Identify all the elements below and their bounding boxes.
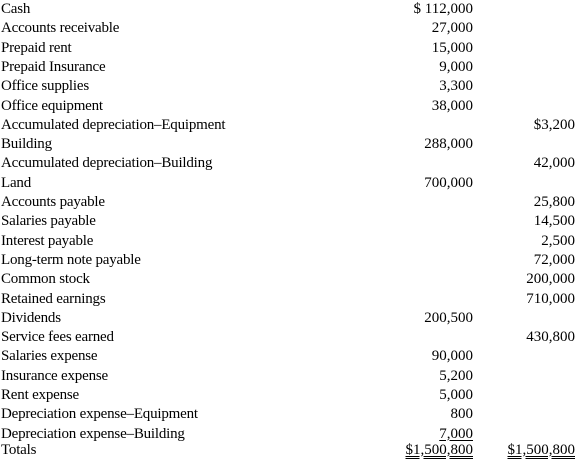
debit-amount: 288,000: [424, 136, 473, 153]
debit-amount: 3,300: [439, 78, 473, 95]
account-name: Rent expense: [1, 387, 79, 403]
credit-amount: 200,000: [526, 271, 575, 288]
table-row: [0, 347, 575, 366]
account-name: Cash: [1, 1, 31, 17]
credit-amount: 42,000: [533, 155, 575, 172]
totals-label: Totals: [1, 441, 37, 458]
account-name: Land: [1, 174, 32, 191]
credit-amount: 2,500: [541, 232, 575, 249]
debit-amount: 700,000: [424, 174, 473, 191]
account-name: Salaries payable: [1, 213, 96, 230]
table-row: [0, 386, 575, 405]
table-row: [0, 405, 575, 424]
account-name: Depreciation expense–Building: [1, 425, 185, 442]
account-name: Dividends: [1, 309, 61, 326]
table-row: [0, 39, 575, 58]
account-name: Accounts payable: [1, 194, 105, 210]
account-name: Building: [1, 136, 52, 153]
debit-total: $1,500,800: [405, 441, 473, 458]
account-name: Prepaid rent: [1, 39, 72, 56]
table-row: [0, 116, 575, 135]
account-name: Accounts receivable: [1, 20, 120, 37]
table-row: [0, 212, 575, 231]
account-name: Service fees earned: [1, 329, 114, 346]
table-row: [0, 97, 575, 116]
table-row: [0, 367, 575, 386]
table-row: [0, 77, 575, 96]
table-row: [0, 193, 575, 212]
account-name: Prepaid Insurance: [1, 58, 106, 75]
debit-amount: 38,000: [431, 97, 473, 114]
account-name: Accumulated depreciation–Building: [1, 155, 213, 172]
account-name: Accumulated depreciation–Equipment: [1, 116, 226, 133]
table-row: [0, 58, 575, 77]
account-name: Interest payable: [1, 232, 94, 249]
debit-amount: 7,000: [439, 425, 473, 442]
account-name: Common stock: [1, 271, 90, 288]
account-name: Office supplies: [1, 78, 89, 95]
table-row: [0, 174, 575, 193]
credit-total: $1,500,800: [507, 441, 575, 458]
account-name: Retained earnings: [1, 290, 106, 307]
credit-amount: 25,800: [533, 194, 575, 210]
table-row: [0, 0, 575, 19]
account-name: Depreciation expense–Equipment: [1, 406, 198, 423]
table-row: [0, 290, 575, 309]
debit-amount: 27,000: [431, 20, 473, 37]
debit-amount: 5,000: [439, 387, 473, 403]
table-row: [0, 154, 575, 173]
account-name: Salaries expense: [1, 348, 98, 365]
debit-amount: 90,000: [431, 348, 473, 365]
debit-amount: 800: [450, 406, 473, 423]
table-row: [0, 19, 575, 38]
credit-amount: 72,000: [533, 251, 575, 268]
debit-amount: 200,500: [424, 309, 473, 326]
table-row: [0, 232, 575, 251]
debit-amount: 15,000: [431, 39, 473, 56]
debit-amount: 9,000: [439, 58, 473, 75]
account-name: Office equipment: [1, 97, 103, 114]
credit-amount: 710,000: [526, 290, 575, 307]
credit-amount: 430,800: [526, 329, 575, 346]
table-row: [0, 309, 575, 328]
credit-amount: $3,200: [533, 116, 575, 133]
table-row: [0, 270, 575, 289]
table-row: [0, 328, 575, 347]
account-name: Long-term note payable: [1, 251, 141, 268]
debit-amount: 5,200: [439, 367, 473, 384]
table-row: [0, 251, 575, 270]
credit-amount: 14,500: [533, 213, 575, 230]
totals-row: [0, 441, 575, 460]
debit-amount: $ 112,000: [413, 1, 473, 17]
table-row: [0, 135, 575, 154]
account-name: Insurance expense: [1, 367, 108, 384]
